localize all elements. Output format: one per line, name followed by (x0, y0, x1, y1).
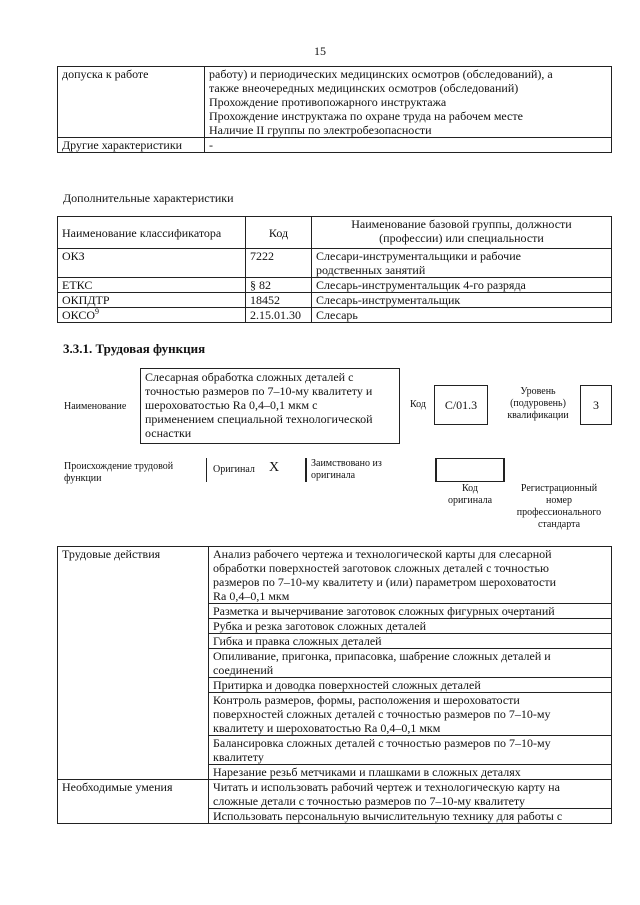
original-mark: X (269, 460, 280, 475)
actions-table (57, 546, 612, 824)
action-item: Разметка и вычерчивание заготовок сложных фигурных очертаний (209, 604, 612, 619)
skill-line: сложные детали с точностью размеров по 7–10-му квалитету (213, 794, 525, 808)
borrowed-label-line: оригинала (311, 470, 356, 481)
skill-item: Использовать персональную вычислительную технику для работы с (209, 809, 612, 824)
code-original-line: Код (462, 483, 478, 494)
action-line: соединений (213, 663, 274, 677)
origin-label (64, 461, 173, 485)
header-classifier-name: Наименование классификатора (58, 217, 246, 249)
code-value-box (434, 385, 488, 425)
admission-requirements (205, 67, 612, 138)
function-name-line: шероховатостью Ra 0,4–0,1 мкм с (145, 398, 318, 412)
action-item: Гибка и правка сложных деталей (209, 634, 612, 649)
skill-line: Читать и использовать рабочий чертеж и технологическую карту на (213, 780, 560, 794)
header-base-group-line: Наименование базовой группы, должности (351, 217, 572, 231)
code-label: Код (410, 399, 426, 410)
admission-label: допуска к работе (58, 67, 205, 138)
function-name-line: применением специальной технологической (145, 412, 373, 426)
origin-borrowed-cell (306, 458, 436, 482)
classifier-title-line: Слесари-инструментальщики и рабочие (316, 249, 521, 263)
action-line: квалитету и шероховатостью Ra 0,4–0,1 мкм (213, 721, 441, 735)
classifier-code: 2.15.01.30 (246, 308, 312, 323)
action-line: Контроль размеров, формы, расположения и шероховатости (213, 693, 520, 707)
level-label-line: квалификации (507, 410, 569, 421)
origin-label-line: функции (64, 473, 102, 484)
classifier-code: 18452 (246, 293, 312, 308)
action-line: Ra 0,4–0,1 мкм (213, 589, 290, 603)
action-item (209, 736, 612, 765)
origin-reg-number-cell (504, 458, 612, 482)
requirement-line: также внеочередных медицинских осмотров (обследований) (209, 81, 519, 95)
skill-item (209, 780, 612, 809)
classifier-title: Слесарь (312, 308, 612, 323)
other-characteristics-label: Другие характеристики (58, 138, 205, 153)
action-line: Балансировка сложных деталей с точностью размеров по 7–10-му (213, 736, 551, 750)
function-name-box (140, 368, 400, 444)
action-item: Нарезание резьб метчиками и плашками в сложных деталях (209, 765, 612, 780)
classifier-title: Слесарь-инструментальщик (312, 293, 612, 308)
other-characteristics-value: - (205, 138, 612, 153)
classifier-name (58, 308, 246, 323)
action-item (209, 547, 612, 604)
borrowed-label-line: Заимствовано из (311, 458, 382, 469)
reg-number-line: стандарта (537, 519, 581, 530)
name-label: Наименование (64, 401, 127, 412)
reg-number-line: Регистрационный (520, 483, 598, 494)
reg-number-line: профессионального (516, 507, 602, 518)
function-name-line: оснастки (145, 426, 192, 440)
action-line: Опиливание, пригонка, припасовка, шабрение сложных деталей и (213, 649, 551, 663)
action-item: Притирка и доводка поверхностей сложных деталей (209, 678, 612, 693)
classifier-name: ОКПДТР (58, 293, 246, 308)
additional-heading: Дополнительные характеристики (63, 191, 234, 205)
classifier-title-line: родственных занятий (316, 263, 426, 277)
reg-number-label (504, 483, 614, 531)
code-original-label (436, 483, 504, 507)
page-number: 15 (314, 44, 326, 58)
action-item (209, 649, 612, 678)
classifier-title: Слесарь-инструментальщик 4-го разряда (312, 278, 612, 293)
admission-table (57, 66, 612, 153)
action-line: поверхностей сложных деталей с точностью размеров по 7–10-му (213, 707, 551, 721)
requirement-line: Наличие II группы по электробезопасности (209, 123, 432, 137)
level-label (498, 386, 578, 422)
classifier-name: ЕТКС (58, 278, 246, 293)
action-line: Анализ рабочего чертежа и технологической карты для слесарной (213, 547, 552, 561)
function-name-line: Слесарная обработка сложных деталей с (145, 370, 354, 384)
level-value: 3 (593, 398, 599, 412)
origin-original-cell (206, 458, 306, 482)
original-label: Оригинал (213, 464, 255, 475)
action-item (209, 693, 612, 736)
reg-number-line: номер (546, 495, 572, 506)
action-item: Рубка и резка заготовок сложных деталей (209, 619, 612, 634)
origin-label-line: Происхождение трудовой (64, 461, 174, 472)
level-label-line: (подуровень) (510, 398, 566, 409)
classifier-title (312, 249, 612, 278)
footnote-mark: 9 (95, 307, 100, 316)
requirement-line: Прохождение противопожарного инструктажа (209, 95, 447, 109)
classifier-code: § 82 (246, 278, 312, 293)
skills-label: Необходимые умения (58, 780, 209, 824)
action-line: квалитету (213, 750, 264, 764)
function-heading: 3.3.1. Трудовая функция (63, 341, 206, 356)
action-line: обработки поверхностей заготовок сложных деталей с точностью (213, 561, 549, 575)
code-value: C/01.3 (444, 398, 478, 412)
header-base-group (312, 217, 612, 249)
classifier-name: ОКЗ (58, 249, 246, 278)
classifier-name-text: ОКСО (62, 308, 96, 322)
classifier-table (57, 216, 612, 323)
origin-code-cell (436, 458, 504, 482)
level-value-box (580, 385, 612, 425)
classifier-code: 7222 (246, 249, 312, 278)
actions-label: Трудовые действия (58, 547, 209, 780)
code-original-line: оригинала (447, 495, 493, 506)
action-line: размеров по 7–10-му квалитету и (или) параметром шероховатости (213, 575, 557, 589)
function-name-line: точностью размеров по 7–10-му квалитету и (145, 384, 373, 398)
requirement-line: работу) и периодических медицинских осмотров (обследований), а (209, 67, 553, 81)
header-code: Код (246, 217, 312, 249)
requirement-line: Прохождение инструктажа по охране труда на рабочем месте (209, 109, 523, 123)
borrowed-label (311, 458, 382, 482)
header-base-group-line: (профессии) или специальности (379, 231, 544, 245)
level-label-line: Уровень (520, 386, 556, 397)
